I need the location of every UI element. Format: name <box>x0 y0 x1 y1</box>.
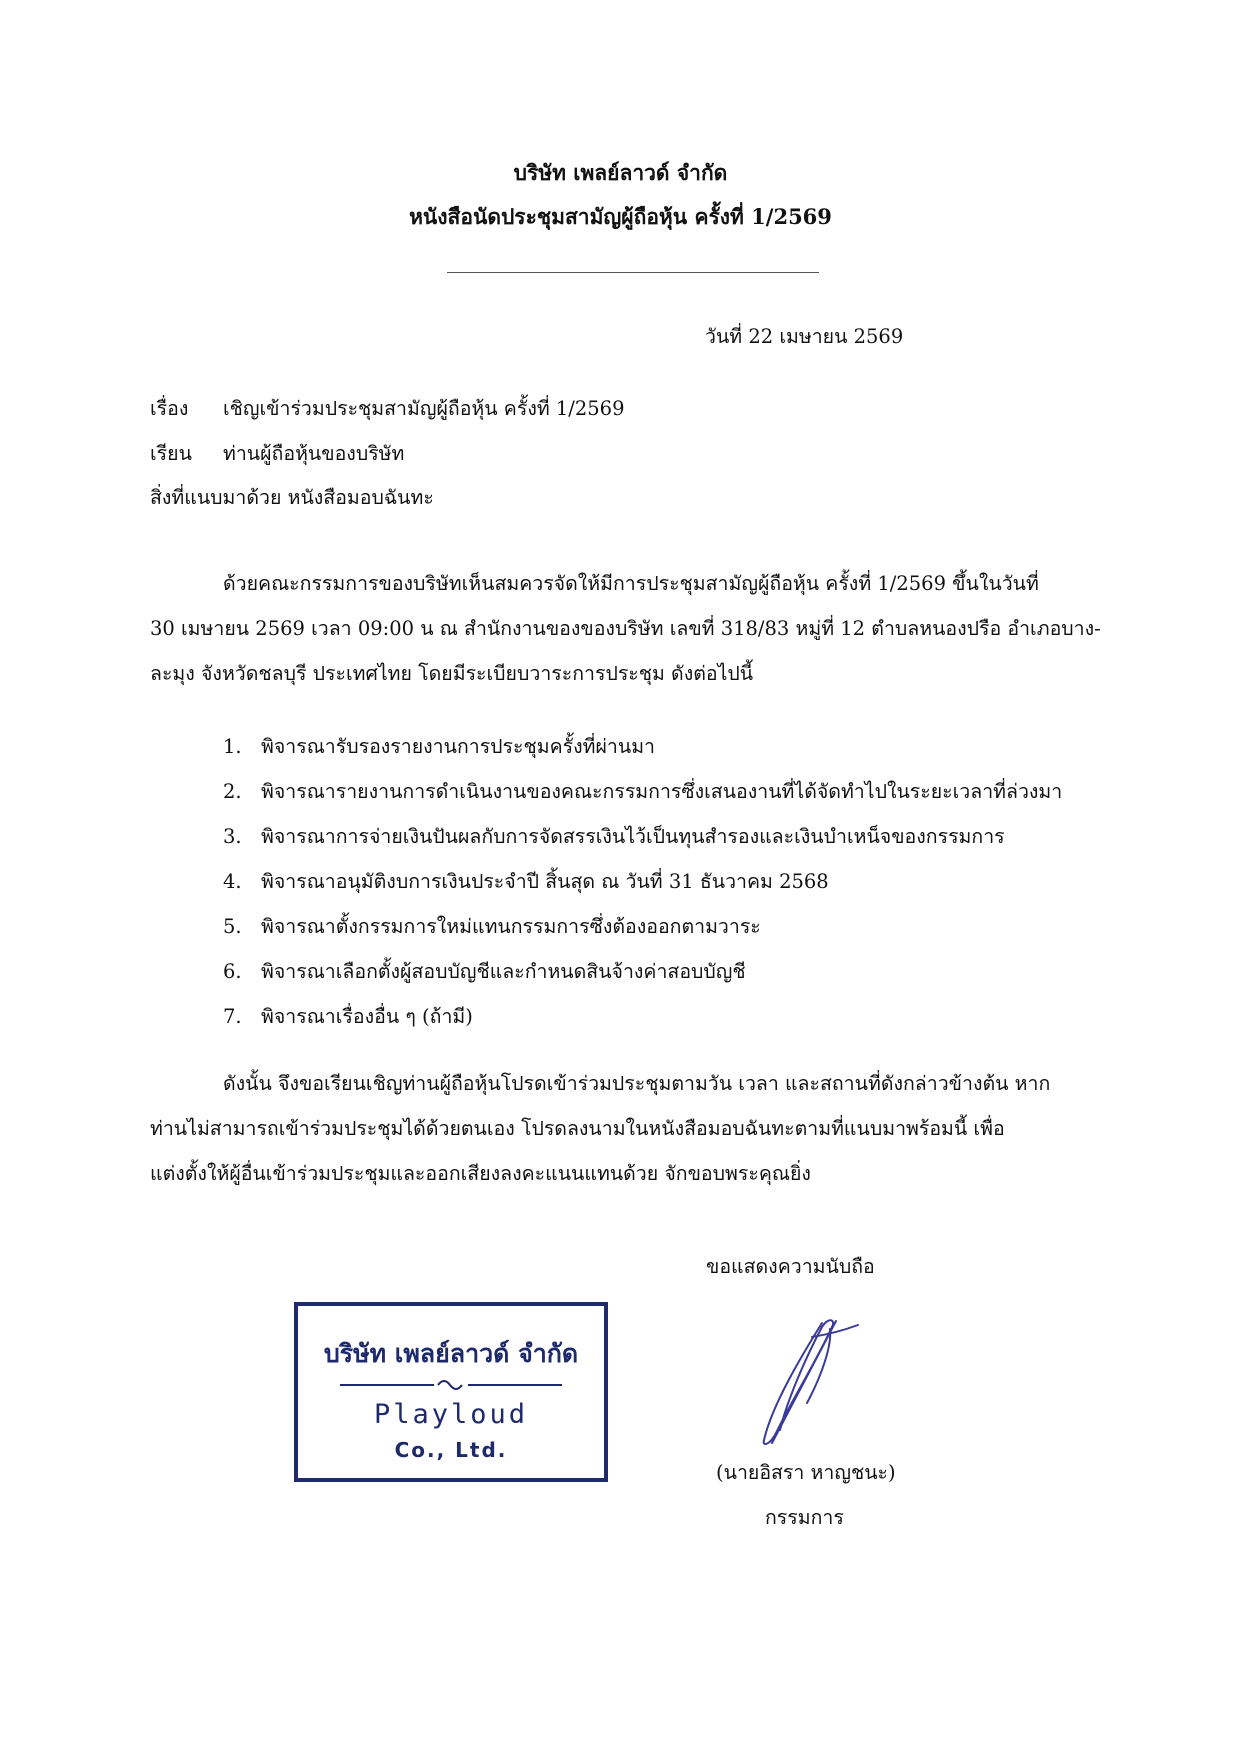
agenda-number: 5. <box>223 915 242 938</box>
agenda-number: 1. <box>223 735 242 758</box>
closing-line: ดังนั้น จึงขอเรียนเชิญท่านผู้ถือหุ้นโปรดเข้าร่วมประชุมตามวัน เวลา และสถานที่ดังกล่าวข้างต้น หาก <box>223 1072 1051 1095</box>
agenda-item: พิจารณารายงานการดำเนินงานของคณะกรรมการซึ่งเสนองานที่ได้จัดทำไปในระยะเวลาที่ล่วงมา <box>261 780 1063 803</box>
subject-label: เรื่อง <box>150 397 189 420</box>
agenda-number: 3. <box>223 825 242 848</box>
closing-line: แต่งตั้งให้ผู้อื่นเข้าร่วมประชุมและออกเสียงลงคะแนนแทนด้วย จักขอบพระคุณยิ่ง <box>150 1162 811 1185</box>
agenda-item: พิจารณาเรื่องอื่น ๆ (ถ้ามี) <box>261 1005 473 1028</box>
agenda-item: พิจารณาอนุมัติงบการเงินประจำปี สิ้นสุด ณ วันที่ 31 ธันวาคม 2568 <box>261 870 829 893</box>
to-value: ท่านผู้ถือหุ้นของบริษัท <box>223 442 405 465</box>
agenda-number: 2. <box>223 780 242 803</box>
stamp-ornament-center <box>438 1381 462 1389</box>
agenda-number: 4. <box>223 870 242 893</box>
signature-strokes <box>764 1320 858 1444</box>
title-divider <box>447 272 819 273</box>
company-name: บริษัท เพลย์ลาวด์ จำกัด <box>513 160 728 185</box>
subject-value: เชิญเข้าร่วมประชุมสามัญผู้ถือหุ้น ครั้งที่ 1/2569 <box>223 397 625 420</box>
to-label: เรียน <box>150 442 192 465</box>
agenda-item: พิจารณาเลือกตั้งผู้สอบบัญชีและกำหนดสินจ้างค่าสอบบัญชี <box>261 960 746 983</box>
date-line: วันที่ 22 เมษายน 2569 <box>705 325 904 348</box>
stamp-english-name: Playloud <box>373 1399 529 1430</box>
agenda-item: พิจารณาตั้งกรรมการใหม่แทนกรรมการซึ่งต้องออกตามวาระ <box>261 915 761 938</box>
intro-line: ด้วยคณะกรรมการของบริษัทเห็นสมควรจัดให้มีการประชุมสามัญผู้ถือหุ้น ครั้งที่ 1/2569 ขึ้นในวันที่ <box>223 572 1039 595</box>
company-stamp <box>292 1300 610 1484</box>
agenda-item: พิจารณารับรองรายงานการประชุมครั้งที่ผ่านมา <box>261 735 655 758</box>
stamp-thai-name: บริษัท เพลย์ลาวด์ จำกัด <box>323 1339 579 1368</box>
agenda-item: พิจารณาการจ่ายเงินปันผลกับการจัดสรรเงินไว้เป็นทุนสำรองและเงินบำเหน็จของกรรมการ <box>261 825 1005 848</box>
signature <box>752 1315 862 1450</box>
intro-line: ละมุง จังหวัดชลบุรี ประเทศไทย โดยมีระเบียบวาระการประชุม ดังต่อไปนี้ <box>150 662 754 685</box>
stamp-company-suffix: Co., Ltd. <box>394 1438 508 1462</box>
signatory-position: กรรมการ <box>765 1506 844 1529</box>
closing-greeting: ขอแสดงความนับถือ <box>706 1255 875 1278</box>
agenda-number: 7. <box>223 1005 242 1028</box>
agenda-number: 6. <box>223 960 242 983</box>
attachment-line: สิ่งที่แนบมาด้วย หนังสือมอบฉันทะ <box>150 486 434 509</box>
closing-line: ท่านไม่สามารถเข้าร่วมประชุมได้ด้วยตนเอง โปรดลงนามในหนังสือมอบฉันทะตามที่แนบมาพร้อมนี้ เพื่อ <box>150 1117 1005 1140</box>
intro-line: 30 เมษายน 2569 เวลา 09:00 น ณ สำนักงานของของบริษัท เลขที่ 318/83 หมู่ที่ 12 ตำบลหนองปรือ อำเภอบาง- <box>150 617 1101 640</box>
signatory-name: (นายอิสรา หาญชนะ) <box>716 1461 896 1484</box>
document-title: หนังสือนัดประชุมสามัญผู้ถือหุ้น ครั้งที่ 1/2569 <box>409 204 832 229</box>
